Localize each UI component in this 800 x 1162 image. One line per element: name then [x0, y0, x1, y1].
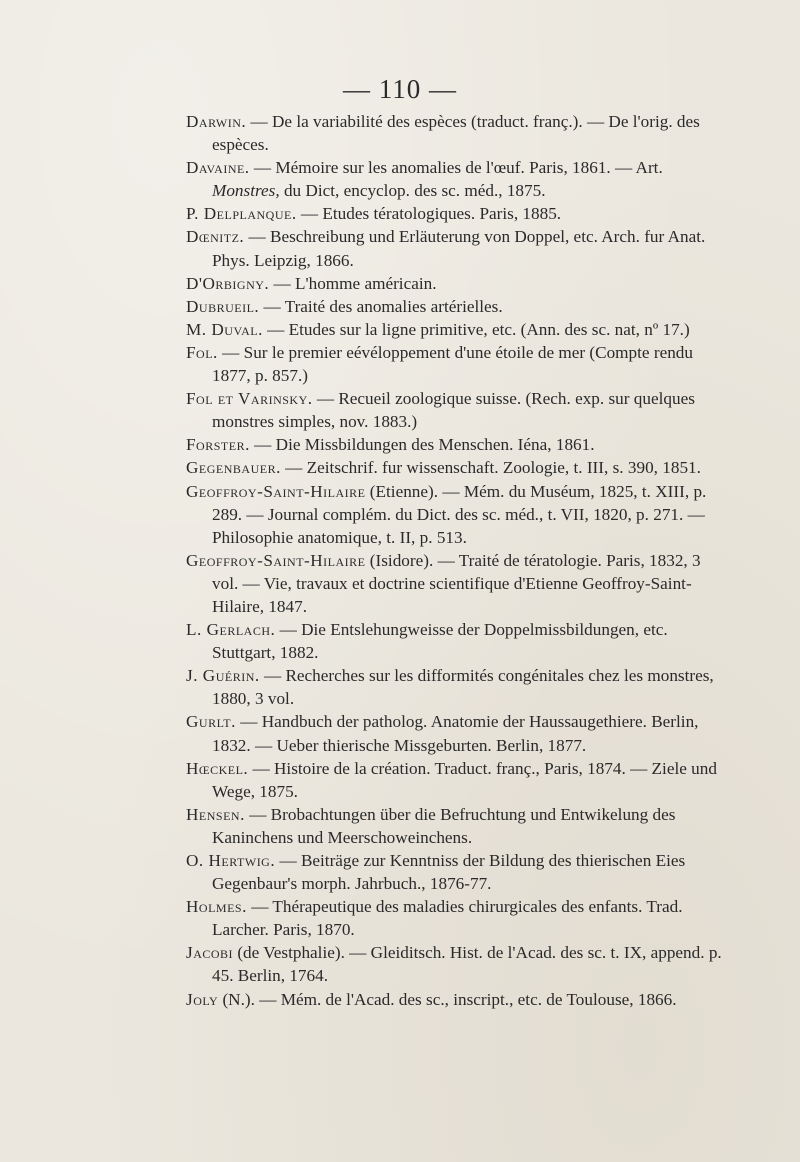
entry-text: — Die Entslehungweisse der Doppelmissbildungen, etc. Stuttgart, 1882. [212, 620, 668, 663]
entry-author: Forster. [186, 435, 250, 455]
entry-text: du Dict, encyclop. des sc. méd., 1875. [279, 181, 546, 201]
entry-text: — Brobachtungen über die Befruchtung und Entwikelung des Kaninchens und Meerschoweinchens. [212, 804, 676, 847]
entry-author: Dubrueil. [186, 296, 260, 316]
entry-text: — Traité des anomalies artérielles. [259, 296, 503, 316]
bibliography-entry [186, 156, 731, 202]
entry-author: Hensen. [186, 804, 245, 824]
entry-text: — Recherches sur les difformités congénitales chez les monstres, 1880, 3 vol. [212, 666, 714, 709]
bibliography-entry [186, 988, 731, 1011]
entry-author: Fol. [186, 342, 218, 362]
bibliography-entry [186, 618, 731, 664]
entry-text: (Isidore). — Traité de tératologie. Paris, 1832, 3 vol. — Vie, travaux et doctrine scientifique d'Etienne Geoffroy-Saint-Hilaire, 1847. [212, 550, 701, 616]
entry-text: — Thérapeutique des maladies chirurgicales des enfants. Trad. Larcher. Paris, 1870. [212, 897, 683, 940]
entry-author: Gurlt. [186, 712, 236, 732]
entry-author: Dœnitz. [186, 227, 245, 247]
entry-author: M. Duval. [186, 319, 263, 339]
bibliography-entry [186, 941, 731, 987]
entry-author: Davaine. [186, 158, 250, 178]
entry-author: Geoffroy-Saint-Hilaire [186, 481, 366, 501]
bibliography-entry [186, 803, 731, 849]
entry-text: — Histoire de la création. Traduct. franç., Paris, 1874. — Ziele und Wege, 1875. [212, 758, 717, 801]
entry-author: Jacobi [186, 943, 234, 963]
entry-text: — Etudes tératologiques. Paris, 1885. [296, 204, 562, 224]
entry-author: Gegenbauer. [186, 458, 281, 478]
bibliography-entry [186, 456, 731, 479]
entry-text: (Etienne). — Mém. du Muséum, 1825, t. XIII, p. 289. — Journal complém. du Dict. des sc. méd., t. VII, 1820, p. 271. — Philosophie anatomique, t. II, p. 513. [212, 481, 707, 547]
entry-author: Geoffroy-Saint-Hilaire [186, 550, 366, 570]
entry-author: P. Delplanque. [186, 204, 297, 224]
entry-text: — Beschreibung und Erläuterung von Doppel, etc. Arch. fur Anat. Phys. Leipzig, 1866. [212, 227, 706, 270]
bibliography-entry [186, 757, 731, 803]
entry-author: Joly [186, 989, 219, 1009]
bibliography-entry [186, 849, 731, 895]
bibliography-entry [186, 295, 731, 318]
bibliography-list [186, 110, 731, 1011]
entry-text: — De la variabilité des espèces (traduct. franç.). — De l'orig. des espèces. [212, 112, 700, 155]
entry-text: — Zeitschrif. fur wissenschaft. Zoologie, t. III, s. 390, 1851. [280, 458, 701, 478]
entry-text: — Die Missbildungen des Menschen. Iéna, 1861. [249, 435, 595, 455]
entry-text: — Sur le premier eévéloppement d'une étoile de mer (Compte rendu 1877, p. 857.) [212, 342, 693, 386]
entry-author: O. Hertwig. [186, 851, 276, 870]
entry-author: Fol et Varinsky. [186, 389, 313, 409]
entry-text: — L'homme américain. [269, 273, 437, 293]
entry-author: Holmes. [186, 897, 247, 917]
bibliography-entry [186, 202, 731, 225]
entry-italic-text: Monstres, [212, 181, 280, 201]
entry-text: (N.). — Mém. de l'Acad. des sc., inscript., etc. de Toulouse, 1866. [218, 989, 677, 1009]
entry-text: — Beiträge zur Kenntniss der Bildung des thierischen Eies Gegenbaur's morph. Jahrbuch., 1876-77. [212, 851, 686, 894]
entry-text: — Recueil zoologique suisse. (Rech. exp. sur quelques monstres simples, nov. 1883.) [212, 389, 695, 432]
entry-author: Hœckel. [186, 758, 249, 778]
entry-text: — Etudes sur la ligne primitive, etc. (Ann. des sc. nat, nº 17.) [262, 319, 690, 339]
bibliography-entry [186, 433, 731, 456]
bibliography-entry [186, 664, 731, 710]
entry-author: D'Orbigny. [186, 273, 270, 293]
page-number: — 110 — [343, 74, 457, 104]
entry-text: (de Vestphalie). — Gleiditsch. Hist. de l'Acad. des sc. t. IX, append. p. 45. Berlin, 1764. [212, 943, 722, 986]
entry-author: L. Gerlach. [186, 620, 276, 640]
bibliography-entry [186, 318, 731, 341]
entry-author: Darwin. [186, 112, 247, 131]
entry-text: — Handbuch der patholog. Anatomie der Haussaugethiere. Berlin, 1832. — Ueber thierische Missgeburten. Berlin, 1877. [212, 712, 699, 755]
bibliography-entry [186, 895, 731, 941]
bibliography-entry [186, 710, 731, 756]
bibliography-entry [186, 341, 731, 387]
entry-author: J. Guérin. [186, 666, 260, 686]
bibliography-entry [186, 480, 731, 549]
bibliography-entry [186, 110, 731, 156]
bibliography-entry [186, 225, 731, 271]
bibliography-entry [186, 272, 731, 295]
entry-text: — Mémoire sur les anomalies de l'œuf. Paris, 1861. — Art. [249, 158, 663, 178]
bibliography-entry [186, 387, 731, 433]
bibliography-entry [186, 549, 731, 618]
